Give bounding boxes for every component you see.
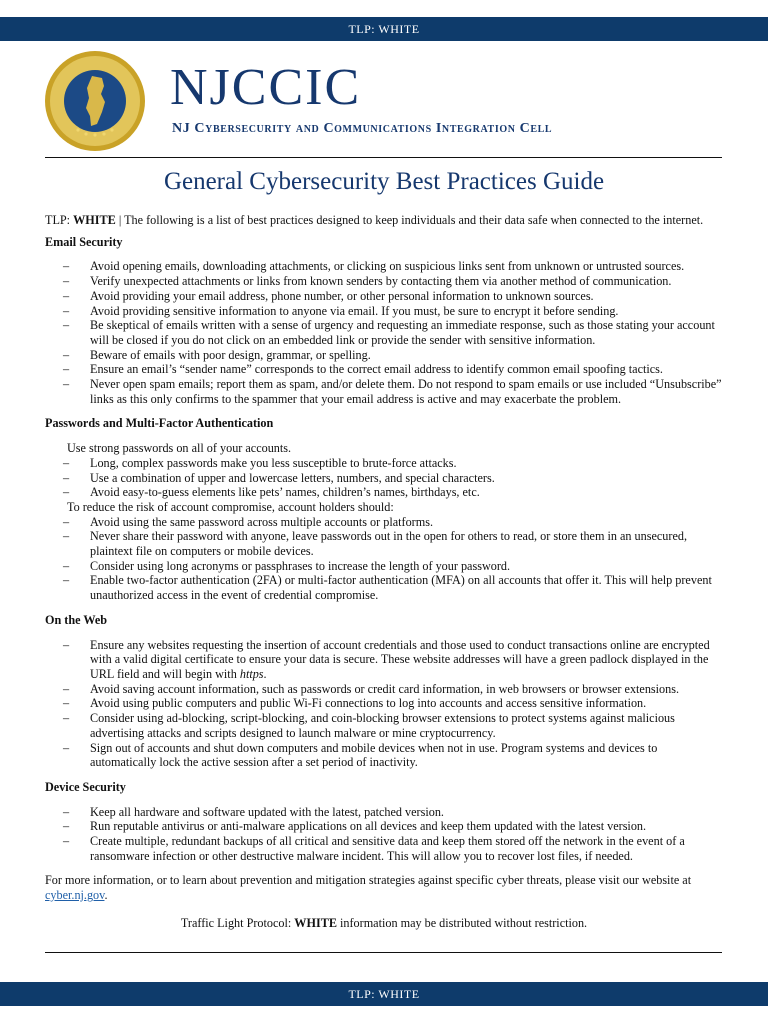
list-item [45, 638, 725, 682]
list-item: – Sign out of accounts and shut down computers and mobile devices when not in use. Program systems and devices to automatically lock the active session after a set period of inactivity. [45, 741, 725, 770]
tlp-banner-top-label: TLP: WHITE [348, 21, 420, 36]
tlp-banner-bottom [0, 982, 768, 1006]
header-divider [45, 157, 722, 158]
web-item-1-https: https [239, 666, 264, 681]
tlp-banner-top [0, 17, 768, 41]
more-info-text: For more information, or to learn about prevention and mitigation strategies against specific cyber threats, please visit our website at [45, 873, 692, 888]
web-item-1-end: . [263, 666, 267, 681]
passwords-heading: Passwords and Multi-Factor Authentication [45, 416, 274, 431]
tlp-footer-note [0, 916, 768, 931]
list-item: – Avoid using the same password across multiple accounts or platforms. [45, 515, 725, 530]
list-item: – Beware of emails with poor design, grammar, or spelling. [45, 348, 725, 363]
list-item: – Create multiple, redundant backups of all critical and sensitive data and keep them stored off the network in the event of a ransomware infection or other destructive malware incident. This will allow you to recover lost files, if needed. [45, 834, 725, 863]
list-item: – Ensure an email’s “sender name” corresponds to the correct email address to identify common email spoofing tactics. [45, 362, 725, 377]
njccic-seal [44, 50, 146, 152]
passwords-lead-2: To reduce the risk of account compromise, account holders should: [67, 499, 394, 514]
brand-subtitle: NJ Cybersecurity and Communications Integration Cell [172, 121, 553, 136]
website-link[interactable]: cyber.nj.gov [45, 888, 105, 903]
brand-name: NJCCIC [170, 59, 362, 116]
list-item: – Verify unexpected attachments or links from known senders by contacting them via another method of communication. [45, 274, 725, 289]
document-body [45, 213, 725, 903]
intro-tlp: WHITE [73, 213, 116, 227]
passwords-lead-1: Use strong passwords on all of your accounts. [67, 441, 292, 456]
list-item: – Avoid easy-to-guess elements like pets’ names, children’s names, birthdays, etc. [45, 485, 725, 500]
list-item: – Enable two-factor authentication (2FA) or multi-factor authentication (MFA) on all accounts that offer it. This will help prevent unauthorized access in the event of credential compromise. [45, 573, 725, 602]
email-heading: Email Security [45, 234, 123, 249]
list-item: – Long, complex passwords make you less susceptible to brute-force attacks. [45, 456, 725, 471]
list-item: – Consider using long acronyms or passphrases to increase the length of your password. [45, 559, 725, 574]
document-title: General Cybersecurity Best Practices Guide [163, 168, 605, 195]
passwords-list-2 [45, 515, 725, 603]
intro-text: | The following is a list of best practices designed to keep individuals and their data safe when connected to the internet. [115, 213, 704, 227]
footer-tlp: WHITE [294, 916, 337, 930]
device-heading: Device Security [45, 779, 126, 794]
web-heading: On the Web [45, 612, 108, 627]
more-info-paragraph [45, 873, 725, 902]
intro-prefix: TLP: [45, 213, 74, 227]
web-item-1-text: Ensure any websites requesting the insertion of account credentials and those used to conduct transactions online are encrypted with a valid digital certificate to ensure your data is secure. These website addresses will have a green padlock displayed in the URL field and will begin with [90, 637, 710, 681]
intro-paragraph [45, 213, 725, 228]
footer-prefix: Traffic Light Protocol: [180, 916, 295, 930]
list-item: – Keep all hardware and software updated with the latest, patched version. [45, 805, 725, 820]
footer-suffix: information may be distributed without restriction. [336, 916, 588, 930]
tlp-banner-bottom-label: TLP: WHITE [348, 986, 420, 1001]
device-list [45, 805, 725, 864]
list-item: – Avoid providing sensitive information to anyone via email. If you must, be sure to encrypt it before sending. [45, 304, 725, 319]
email-list [45, 259, 725, 406]
footer-divider [45, 952, 722, 953]
list-item: – Be skeptical of emails written with a sense of urgency and requesting an immediate response, such as those stating your account will be closed if you do not click on an embedded link or provide the sender with sensitive information. [45, 318, 725, 347]
web-list [45, 638, 725, 770]
list-item: – Avoid saving account information, such as passwords or credit card information, in web browsers or browser extensions. [45, 682, 725, 697]
list-item: – Avoid using public computers and public Wi-Fi connections to log into accounts and access sensitive information. [45, 696, 725, 711]
passwords-list-1 [45, 456, 725, 500]
list-item: – Never open spam emails; report them as spam, and/or delete them. Do not respond to spam emails or use included “Unsubscribe” links as this only confirms to the spammer that your email address is active and may exacerbate the problem. [45, 377, 725, 406]
list-item: – Consider using ad-blocking, script-blocking, and coin-blocking browser extensions to protect systems against malicious advertising attacks and scripts designed to launch malware or mine cryptocurrency. [45, 711, 725, 740]
more-info-end: . [104, 888, 108, 903]
list-item: – Use a combination of upper and lowercase letters, numbers, and special characters. [45, 471, 725, 486]
list-item: – Avoid opening emails, downloading attachments, or clicking on suspicious links sent from unknown or untrusted sources. [45, 259, 725, 274]
list-item: – Run reputable antivirus or anti-malware applications on all devices and keep them updated with the latest version. [45, 819, 725, 834]
list-item: – Never share their password with anyone, leave passwords out in the open for others to read, or store them in an unsecured, plaintext file on computers or mobile devices. [45, 529, 725, 558]
list-item: – Avoid providing your email address, phone number, or other personal information to unknown sources. [45, 289, 725, 304]
